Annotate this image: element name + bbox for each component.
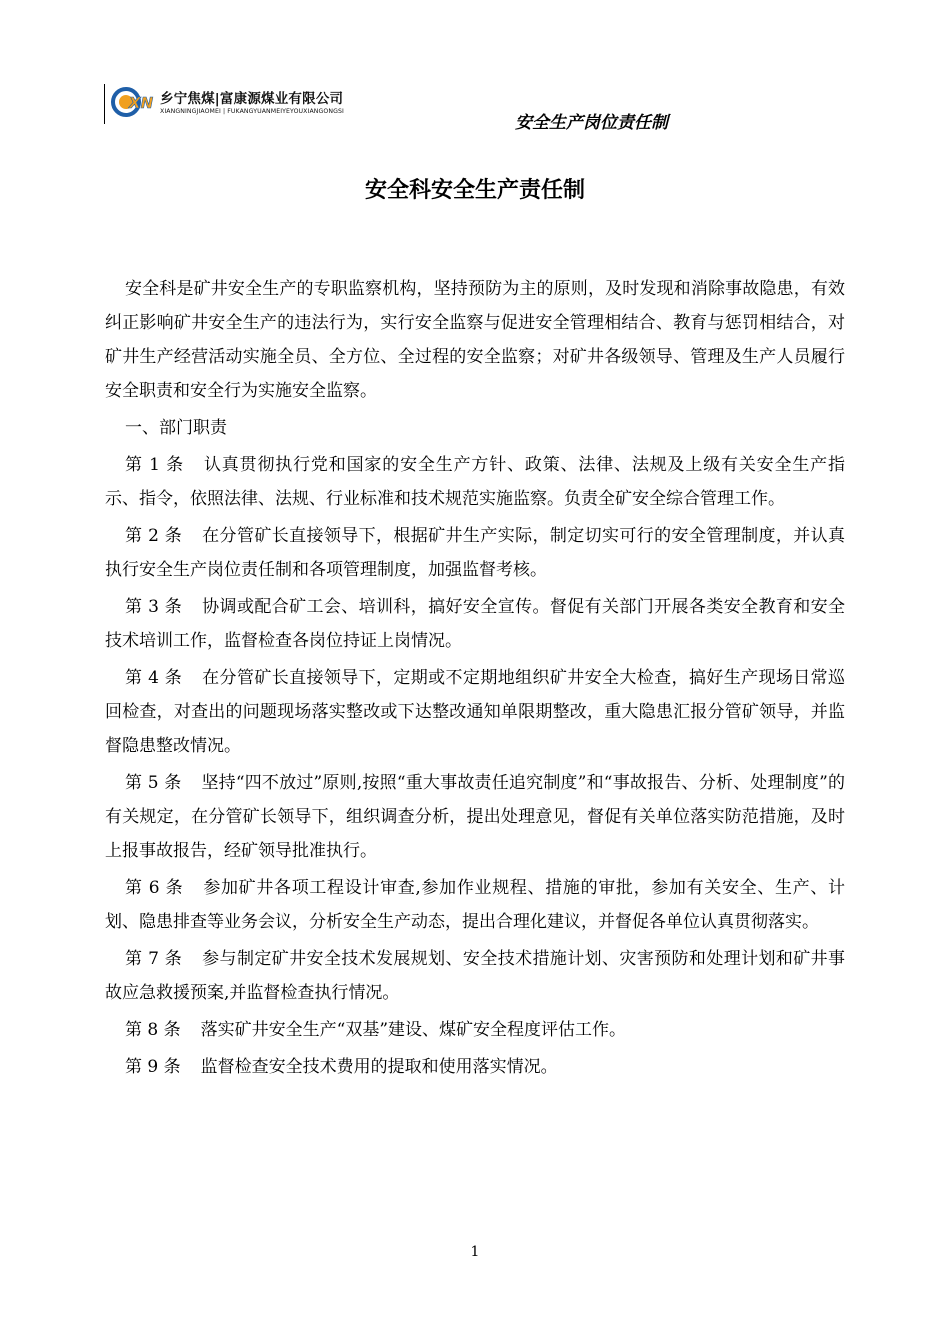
article-item [105,448,845,516]
article-item [105,942,845,1010]
document-body [105,272,845,1087]
page-title: 安全科安全生产责任制 [364,178,585,203]
article-number: 第 3 条 [125,597,183,617]
article-text: 参加矿井各项工程设计审查,参加作业规程、措施的审批，参加有关安全、生产、计划、隐患排查等业务会议，分析安全生产动态，提出合理化建议，并督促各单位认真贯彻落实。 [105,878,846,932]
article-text: 参与制定矿井安全技术发展规划、安全技术措施计划、灾害预防和处理计划和矿井事故应急救援预案,并监督检查执行情况。 [105,949,846,1003]
page-number: 1 [470,1244,480,1260]
article-number: 第 1 条 [125,455,184,475]
article-text: 监督检查安全技术费用的提取和使用落实情况。 [200,1057,558,1077]
article-text: 协调或配合矿工会、培训科，搞好安全宣传。督促有关部门开展各类安全教育和安全技术培训工作，监督检查各岗位持证上岗情况。 [105,597,846,651]
article-item [105,661,845,763]
article-number: 第 5 条 [125,773,182,793]
company-name: 乡宁焦煤|富康源煤业有限公司 [160,91,344,107]
logo-letters: XN [129,94,154,112]
article-text: 落实矿井安全生产“双基”建设、煤矿安全程度评估工作。 [200,1020,627,1040]
article-item [105,590,845,658]
article-item [105,1050,845,1084]
section-heading: 一、部门职责 [125,418,227,438]
company-logo-icon [109,86,157,118]
article-number: 第 9 条 [125,1057,181,1077]
article-item [105,1013,845,1047]
article-number: 第 8 条 [125,1020,181,1040]
article-number: 第 6 条 [125,878,184,898]
article-text: 坚持“四不放过”原则,按照“重大事故责任追究制度”和“事故报告、分析、处理制度”的有关规定，在分管矿长领导下，组织调查分析，提出处理意见，督促有关单位落实防范措施，及时上报事故报告，经矿领导批准执行。 [105,773,845,861]
article-text: 认真贯彻执行党和国家的安全生产方针、政策、法律、法规及上级有关安全生产指示、指令，依照法律、法规、行业标准和技术规范实施监察。负责全矿安全综合管理工作。 [105,455,846,509]
company-pinyin: XIANGNINGJIAOMEI | FUKANGYUANMEIYEYOUXIANGONGSI [160,108,344,115]
article-item [105,519,845,587]
article-item [105,871,845,939]
intro-paragraph: 安全科是矿井安全生产的专职监察机构，坚持预防为主的原则，及时发现和消除事故隐患，有效纠正影响矿井安全生产的违法行为，实行安全监察与促进安全管理相结合、教育与惩罚相结合，对矿井生产经营活动实施全员、全方位、全过程的安全监察；对矿井各级领导、管理及生产人员履行安全职责和安全行为实施安全监察。 [105,279,845,401]
article-number: 第 7 条 [125,949,183,969]
article-number: 第 2 条 [125,526,183,546]
article-number: 第 4 条 [125,668,183,688]
article-text: 在分管矿长直接领导下，定期或不定期地组织矿井安全大检查，搞好生产现场日常巡回检查，对查出的问题现场落实整改或下达整改通知单限期整改，重大隐患汇报分管矿领导，并监督隐患整改情况。 [105,668,846,756]
article-list [105,448,845,1084]
logo-divider [104,84,105,124]
article-text: 在分管矿长直接领导下，根据矿井生产实际，制定切实可行的安全管理制度，并认真执行安全生产岗位责任制和各项管理制度，加强监督考核。 [105,526,846,580]
doc-series-title: 安全生产岗位责任制 [515,113,668,133]
article-item [105,766,845,868]
company-logo [104,84,344,124]
